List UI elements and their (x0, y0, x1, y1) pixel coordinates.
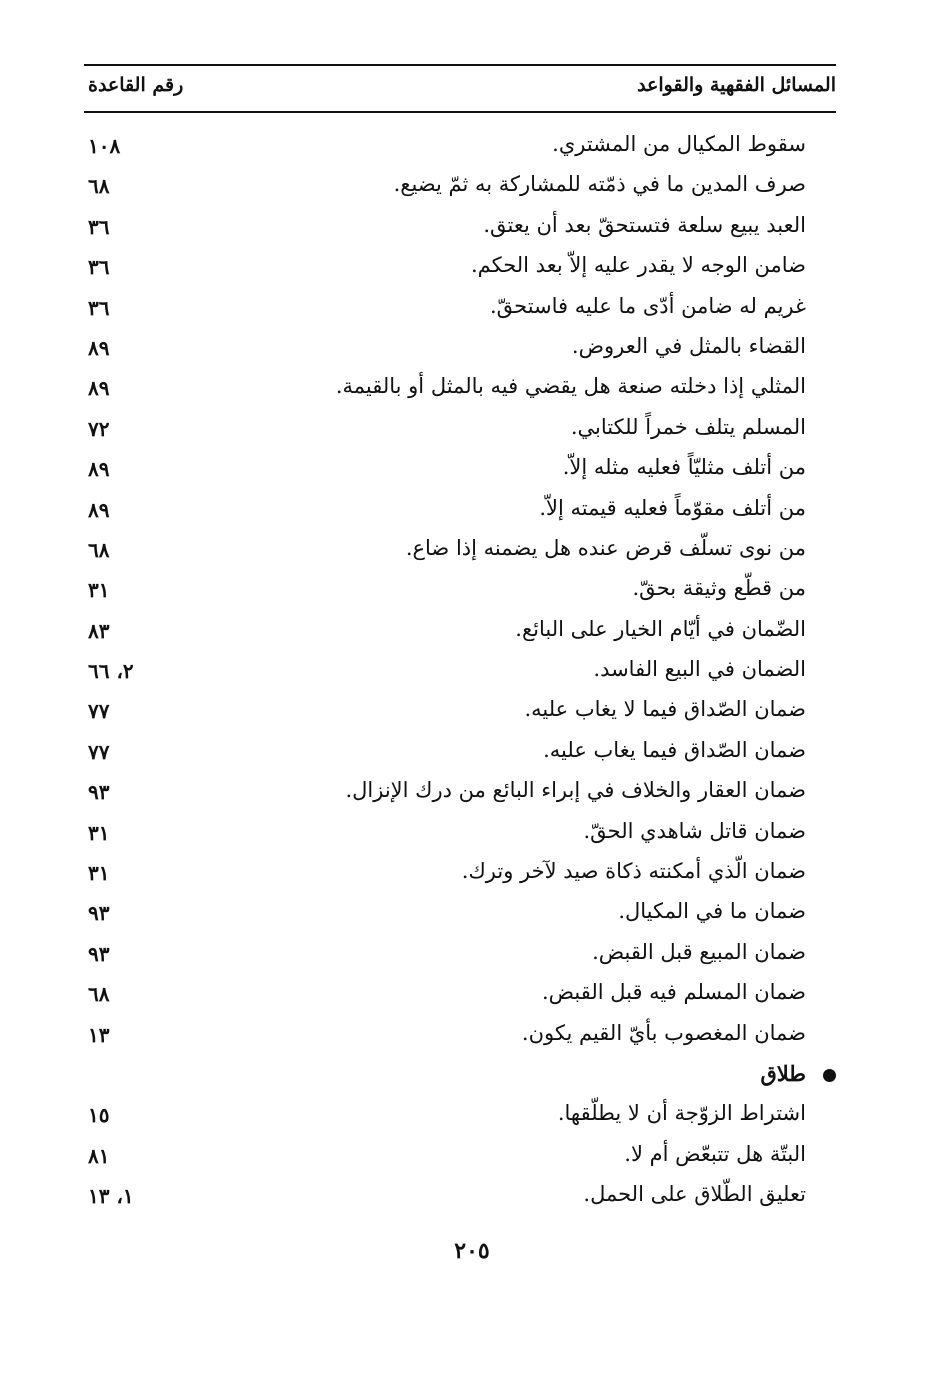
entry-text: غريم له ضامن أدّى ما عليه فاستحقّ. (489, 293, 806, 318)
index-entry (84, 1017, 836, 1057)
index-entry (84, 451, 836, 491)
entry-text: من قطّع وثيقة بحقّ. (632, 576, 806, 601)
index-entry (84, 330, 836, 370)
index-entry (84, 976, 836, 1016)
index-entry (84, 895, 836, 935)
entry-rule-number: ٨٩ (88, 335, 110, 360)
index-entry (84, 613, 836, 653)
index-entry (84, 572, 836, 612)
entry-rule-number: ٧٢ (88, 416, 110, 441)
index-entry (84, 815, 836, 855)
entry-rule-number: ٩٣ (88, 901, 110, 926)
entry-rule-number: ١٣ (88, 1022, 110, 1047)
index-entry (84, 168, 836, 208)
index-entry (84, 855, 836, 895)
entry-rule-number: ٦٨ (88, 174, 110, 199)
entry-text: ضامن الوجه لا يقدر عليه إلاّ بعد الحكم. (470, 253, 806, 278)
index-entry (84, 290, 836, 330)
index-entry (84, 370, 836, 410)
entry-text: العبد يبيع سلعة فتستحقّ بعد أن يعتق. (483, 212, 806, 237)
entry-text: الضّمان في أيّام الخيار على البائع. (515, 616, 806, 641)
entry-rule-number: ٨٩ (88, 497, 110, 522)
entry-text: ضمان المغصوب بأيّ القيم يكون. (521, 1020, 806, 1045)
entry-text: ضمان الصّداق فيما يغاب عليه. (543, 737, 806, 762)
page-number: ٢٠٥ (454, 1238, 490, 1264)
index-entry (84, 209, 836, 249)
entry-text: صرف المدين ما في ذمّته للمشاركة به ثمّ يضيع. (393, 172, 806, 197)
entry-text: ضمان المبيع قبل القبض. (592, 939, 806, 964)
section-title: طلاق (760, 1060, 806, 1086)
entry-rule-number: ١٠٨ (88, 134, 121, 158)
index-entries (84, 128, 836, 1219)
entry-rule-number: ٨٣ (88, 618, 110, 643)
entry-rule-number: ٨٩ (88, 376, 110, 401)
entry-rule-number: ٩٣ (88, 941, 110, 966)
entry-rule-number: ٣١ (88, 578, 110, 603)
entry-rule-number: ٨٩ (88, 457, 110, 482)
entry-text: من أتلف مثليّاً فعليه مثله إلاّ. (562, 455, 806, 480)
section-heading (84, 1057, 836, 1097)
entry-text: من أتلف مقوّماً فعليه قيمته إلاّ. (539, 495, 806, 520)
index-entry (84, 532, 836, 572)
entry-text: ضمان العقار والخلاف في إبراء البائع من درك الإنزال. (345, 778, 806, 803)
entry-text: ضمان الصّداق فيما لا يغاب عليه. (524, 697, 806, 722)
entry-text: تعليق الطّلاق على الحمل. (583, 1182, 806, 1207)
entry-rule-number: ٧٧ (88, 739, 110, 764)
entry-text: ضمان المسلم فيه قبل القبض. (541, 980, 806, 1005)
entry-text: المثلي إذا دخلته صنعة هل يقضي فيه بالمثل أو بالقيمة. (335, 374, 806, 399)
entry-rule-number: ٨١ (88, 1143, 110, 1168)
entry-rule-number: ٢، ٦٦ (88, 659, 134, 684)
entry-rule-number: ٣٦ (88, 295, 110, 320)
entry-text: الضمان في البيع الفاسد. (593, 657, 806, 682)
entry-rule-number: ٣٦ (88, 255, 110, 280)
bullet-icon (823, 1069, 836, 1082)
index-entry (84, 128, 836, 168)
index-entry (84, 1178, 836, 1218)
index-entry (84, 411, 836, 451)
header-top-rule (84, 64, 836, 66)
index-entry (84, 249, 836, 289)
entry-rule-number: ١٥ (88, 1103, 110, 1128)
running-header-title: المسائل الفقهية والقواعد (637, 74, 836, 96)
index-entry (84, 774, 836, 814)
header-bottom-rule (84, 111, 836, 113)
entry-text: ضمان قاتل شاهدي الحقّ. (583, 818, 806, 843)
entry-rule-number: ٣١ (88, 861, 110, 886)
entry-rule-number: ١، ١٣ (88, 1184, 134, 1209)
index-entry (84, 1097, 836, 1137)
index-entry (84, 1138, 836, 1178)
entry-text: القضاء بالمثل في العروض. (571, 333, 806, 358)
entry-rule-number: ٣١ (88, 820, 110, 845)
entry-text: المسلم يتلف خمراً للكتابي. (570, 414, 806, 439)
index-entry (84, 653, 836, 693)
entry-rule-number: ٦٨ (88, 982, 110, 1007)
index-entry (84, 693, 836, 733)
entry-rule-number: ٦٨ (88, 537, 110, 562)
rule-number-column-label: رقم القاعدة (88, 74, 184, 96)
entry-text: سقوط المكيال من المشتري. (552, 132, 806, 156)
entry-rule-number: ٧٧ (88, 699, 110, 724)
entry-text: البتّة هل تتبعّض أم لا. (624, 1141, 806, 1166)
index-entry (84, 936, 836, 976)
entry-rule-number: ٩٣ (88, 780, 110, 805)
entry-rule-number: ٣٦ (88, 214, 110, 239)
entry-text: من نوى تسلّف قرض عنده هل يضمنه إذا ضاع. (405, 535, 806, 560)
entry-text: ضمان ما في المكيال. (618, 899, 806, 924)
index-entry (84, 492, 836, 532)
entry-text: اشتراط الزوّجة أن لا يطلّقها. (557, 1101, 806, 1126)
index-entry (84, 734, 836, 774)
entry-text: ضمان الّذي أمكنته ذكاة صيد لآخر وترك. (461, 859, 806, 884)
